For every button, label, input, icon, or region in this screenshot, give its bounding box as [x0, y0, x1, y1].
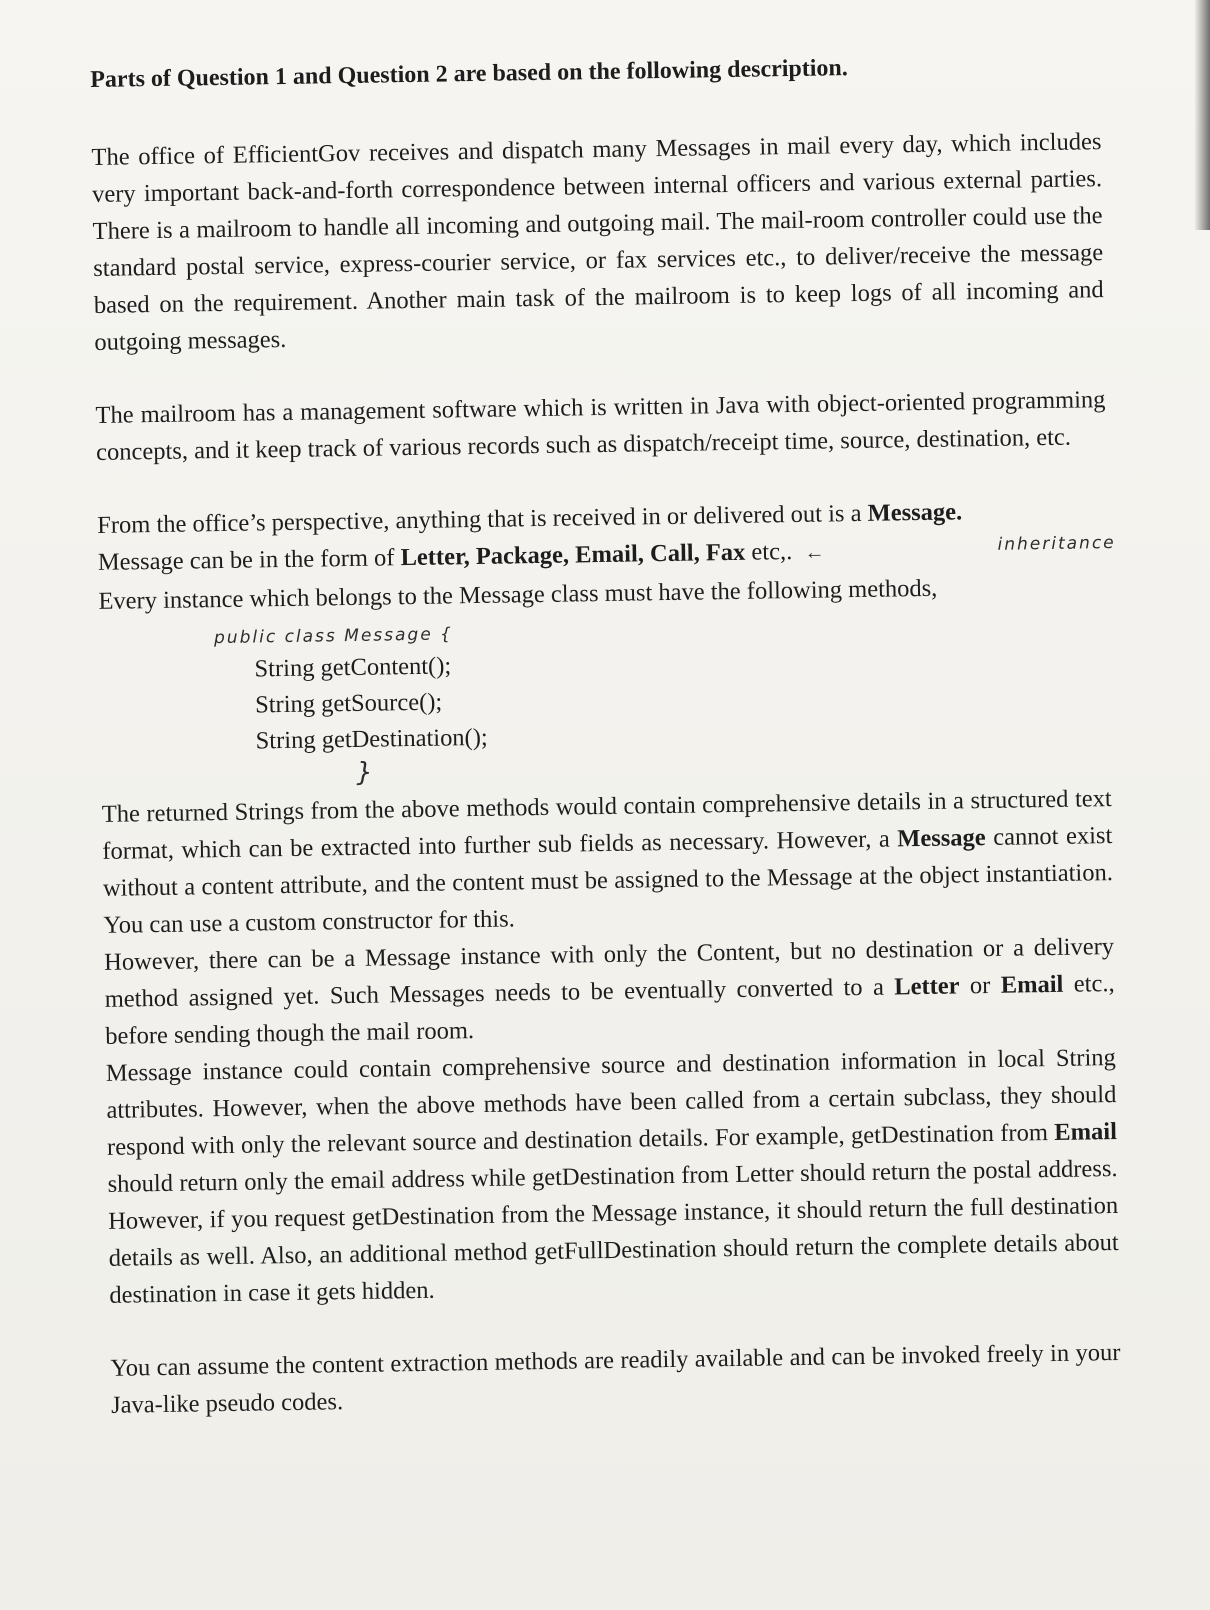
message-line-3: Every instance which belongs to the Message class must have the following methods,	[98, 574, 938, 615]
method-get-destination: String getDestination();	[255, 723, 488, 755]
method-get-source: String getSource();	[254, 688, 443, 719]
section-heading: Parts of Question 1 and Question 2 are based on the following description.	[90, 55, 849, 93]
document-body	[90, 46, 1121, 1424]
paragraph-assumption: You can assume the content extraction methods are readily available and can be invoked freely in your Java-like pseudo codes.	[110, 1338, 1121, 1419]
paragraph-returned-strings: The returned Strings from the above methods would contain comprehensive details in a structured text format, which can be extracted into further sub fields as necessary. However, a Message cannot exist without a content attribute, and the content must be assigned to the Message at the object instantiation. You can use a custom constructor for this.	[101, 785, 1114, 939]
handwritten-closing-brace: }	[355, 757, 375, 788]
message-line-2: Message can be in the form of Letter, Package, Email, Call, Fax etc,. ←	[97, 538, 825, 576]
page-edge-shadow	[1194, 0, 1210, 230]
paragraph-source-destination: Message instance could contain comprehensive source and destination information in local String attributes. However, when the above methods have been called from a certain subclass, they should respond with only the relevant source and destination details. For example, getDestination from Email should return only the email address while getDestination from Letter should return the postal address. However, if you request getDestination from the Message instance, it should return the full destination details as well. Also, an additional method getFullDestination should return the complete details about destination in case it gets hidden.	[105, 1044, 1119, 1309]
handwritten-margin-note: inheritance	[997, 532, 1116, 555]
method-list	[213, 610, 1112, 789]
paragraph-content-only: However, there can be a Message instance with only the Content, but no destination or a delivery method assigned yet. Such Messages needs to be eventually converted to a Letter or Email etc., before sending though the mail room.	[103, 933, 1115, 1050]
method-get-content: String getContent();	[254, 652, 452, 683]
paragraph-software: The mailroom has a management software which is written in Java with object-oriented programming concepts, and it keep track of various records such as dispatch/receipt time, source, destination, etc.	[95, 386, 1106, 466]
paragraph-mailroom-intro: The office of EfficientGov receives and dispatch many Messages in mail every day, which includes very important back-and-forth correspondence between internal officers and various external parties. There is a mailroom to handle all incoming and outgoing mail. The mail-room controller could use the standard postal service, express-courier service, or fax services etc., to deliver/receive the message based on the requirement. Another main task of the mailroom is to keep logs of all incoming and outgoing messages.	[91, 128, 1104, 356]
message-line-1: From the office’s perspective, anything that is received in or delivered out is a Message.	[97, 498, 963, 539]
paragraph-message-definition	[97, 491, 1116, 620]
handwritten-arrow: ←	[804, 541, 825, 564]
handwritten-class-declaration: public class Message {	[213, 624, 454, 649]
